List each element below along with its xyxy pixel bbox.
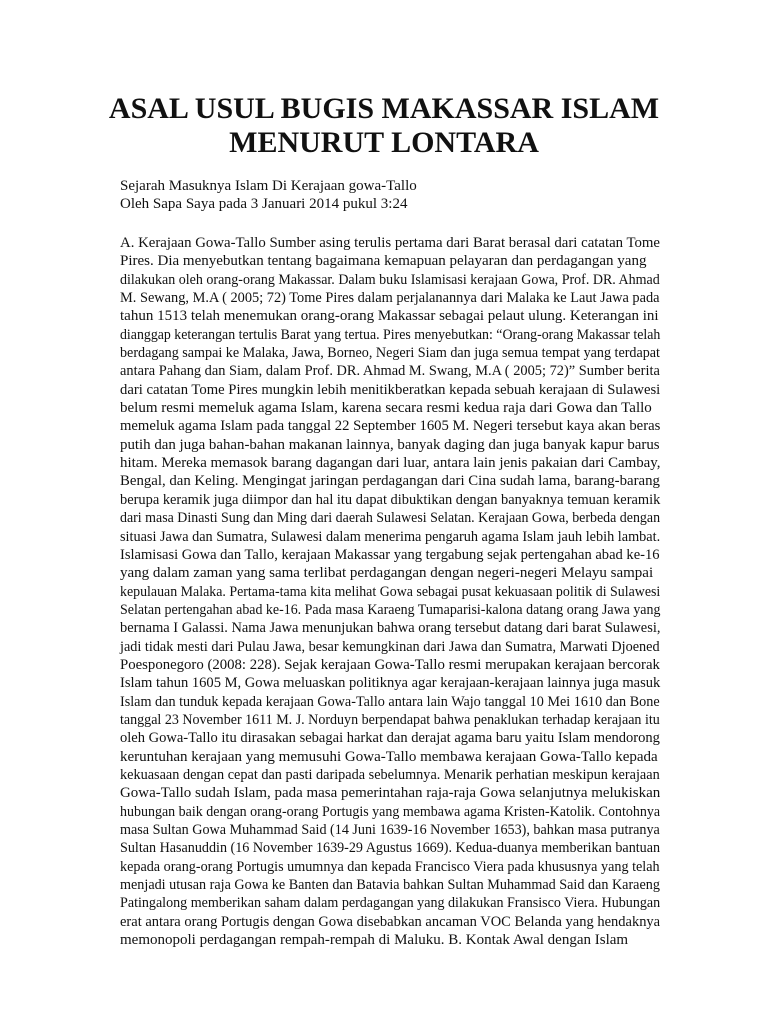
body-line: Selatan pertengahan abad ke-16. Pada masa Karaeng Tumaparisi-kalona datang orang Jawa yang (120, 601, 661, 618)
body-line: Poesponegoro (2008: 228). Sejak kerajaan Gowa-Tallo resmi merupakan kerajaan bercorak (120, 656, 660, 673)
body-line: berupa keramik juga diimpor dan hal itu dapat dibuktikan dengan banyaknya temuan keramik (120, 491, 661, 508)
title-line: MENURUT LONTARA (229, 126, 539, 159)
body-line: antara Pahang dan Siam, dalam Prof. DR. Ahmad M. Swang, M.A ( 2005; 72)” Sumber berita (120, 363, 660, 380)
body-line: tanggal 23 November 1611 M. J. Norduyn berpendapat bahwa penaklukan terhadap kerajaan itu (120, 711, 660, 728)
body-line: belum resmi memeluk agama Islam, karena secara resmi kedua raja dari Gowa dan Tallo (120, 400, 652, 417)
body-line: Pires. Dia menyebutkan tentang bagaimana kemapuan pelayaran dan perdagangan yang (120, 253, 647, 270)
body-line: keruntuhan kerajaan yang memusuhi Gowa-Tallo membawa kerajaan Gowa-Tallo kepada (120, 748, 658, 765)
body-line: A. Kerajaan Gowa-Tallo Sumber asing terulis pertama dari Barat berasal dari catatan Tome (120, 235, 660, 251)
body-line: Islamisasi Gowa dan Tallo, kerajaan Makassar yang tergabung sejak pertengahan abad ke-16 (120, 546, 660, 563)
body-line: memonopoli perdagangan rempah-rempah di Maluku. B. Kontak Awal dengan Islam (120, 932, 629, 949)
body-line: dari masa Dinasti Sung dan Ming dari daerah Sulawesi Selatan. Kerajaan Gowa, berbeda dengan (120, 510, 661, 527)
body-line: memeluk agama Islam pada tanggal 22 September 1605 M. Negeri tersebut kaya akan beras (120, 418, 661, 435)
body-line: kekuasaan dengan cepat dan pasti daripada sebelumnya. Menarik perhatian meskipun kerajaan (120, 766, 660, 783)
body-line: masa Sultan Gowa Muhammad Said (14 Juni 1639-16 November 1653), bahkan masa putranya (120, 822, 660, 838)
body-line: erat antara orang Portugis dengan Gowa disebabkan ancaman VOC Belanda yang hendaknya (120, 913, 661, 930)
body-line: M. Sewang, M.A ( 2005; 72) Tome Pires dalam perjalanannya dari Malaka ke Laut Jawa pada (120, 290, 660, 307)
byline: Oleh Sapa Saya pada 3 Januari 2014 pukul 3:24 (120, 196, 408, 212)
body-line: Islam tahun 1605 M, Gowa meluaskan politiknya agar kerajaan-kerajaan lainnya juga masuk (120, 675, 661, 692)
body-line: kepulauan Malaka. Pertama-tama kita melihat Gowa sebagai pusat kekuasaan politik di Sulawesi (120, 583, 661, 600)
body-line: hitam. Mereka memasok barang dagangan dari luar, antara lain jenis pakaian dari Cambay, (120, 455, 661, 472)
body-line: hubungan baik dengan orang-orang Portugis yang membawa agama Kristen-Katolik. Contohnya (120, 803, 661, 820)
body-line: dari catatan Tome Pires mungkin lebih menitikberatkan kepada sebuah kerajaan di Sulawesi (120, 381, 661, 398)
body-line: Patingalong memberikan saham dalam perdagangan yang dilakukan Fransisco Viera. Hubungan (120, 895, 661, 912)
body-line: Gowa-Tallo sudah Islam, pada masa pemerintahan raja-raja Gowa selanjutnya melukiskan (120, 785, 661, 802)
title-line: ASAL USUL BUGIS MAKASSAR ISLAM (108, 92, 660, 125)
body-line: Islam dan tunduk kepada kerajaan Gowa-Tallo antara lain Wajo tanggal 10 Mei 1610 dan Bone (120, 693, 660, 710)
body-text (120, 234, 660, 949)
body-line: oleh Gowa-Tallo itu dirasakan sebagai harkat dan derajat agama baru yaitu Islam mendorong (120, 730, 660, 747)
body-line: bernama I Galassi. Nama Jawa menunjukan bahwa orang tersebut datang dari barat Sulawesi, (120, 620, 661, 637)
body-line: kepada orang-orang Portugis umumnya dan kepada Francisco Viera pada khususnya yang telah (120, 858, 660, 875)
body-line: berdagang sampai ke Malaka, Jawa, Borneo, Negeri Siam dan juga semua tempat yang terdapat (120, 345, 660, 362)
subtitle: Sejarah Masuknya Islam Di Kerajaan gowa-Tallo (120, 178, 417, 194)
document-title (60, 92, 708, 160)
body-line: jadi tidak mesti dari Pulau Jawa, besar kemungkinan dari Jawa dan Sumatra, Marwati Djoened (120, 638, 660, 655)
body-line: Sultan Hasanuddin (16 November 1639-29 Agustus 1669). Kedua-duanya memberikan bantuan (120, 840, 661, 857)
body-line: situasi Jawa dan Sumatra, Sulawesi dalam menerima pengaruh agama Islam jauh lebih lambat. (120, 528, 661, 545)
document-meta (120, 177, 720, 213)
body-line: Bengal, dan Keling. Mengingat jaringan perdagangan dari Cina sudah lama, barang-barang (120, 473, 660, 490)
body-line: yang dalam zaman yang sama terlibat perdagangan dengan negeri-negeri Melayu sampai (120, 565, 654, 582)
body-line: menjadi utusan raja Gowa ke Banten dan Batavia bahkan Sultan Muhammad Said dan Karaeng (120, 877, 660, 894)
body-line: dilakukan oleh orang-orang Makassar. Dalam buku Islamisasi kerajaan Gowa, Prof. DR. Ahmad (120, 271, 660, 288)
body-line: putih dan juga bahan-bahan makanan lainnya, banyak daging dan juga banyak kapur barus (120, 436, 660, 453)
body-line: tahun 1513 telah menemukan orang-orang Makassar sebagai pelaut ulung. Keterangan ini (120, 308, 659, 325)
body-line: dianggap keterangan tertulis Barat yang tertua. Pires menyebutkan: “Orang-orang Makassar telah (120, 326, 661, 343)
